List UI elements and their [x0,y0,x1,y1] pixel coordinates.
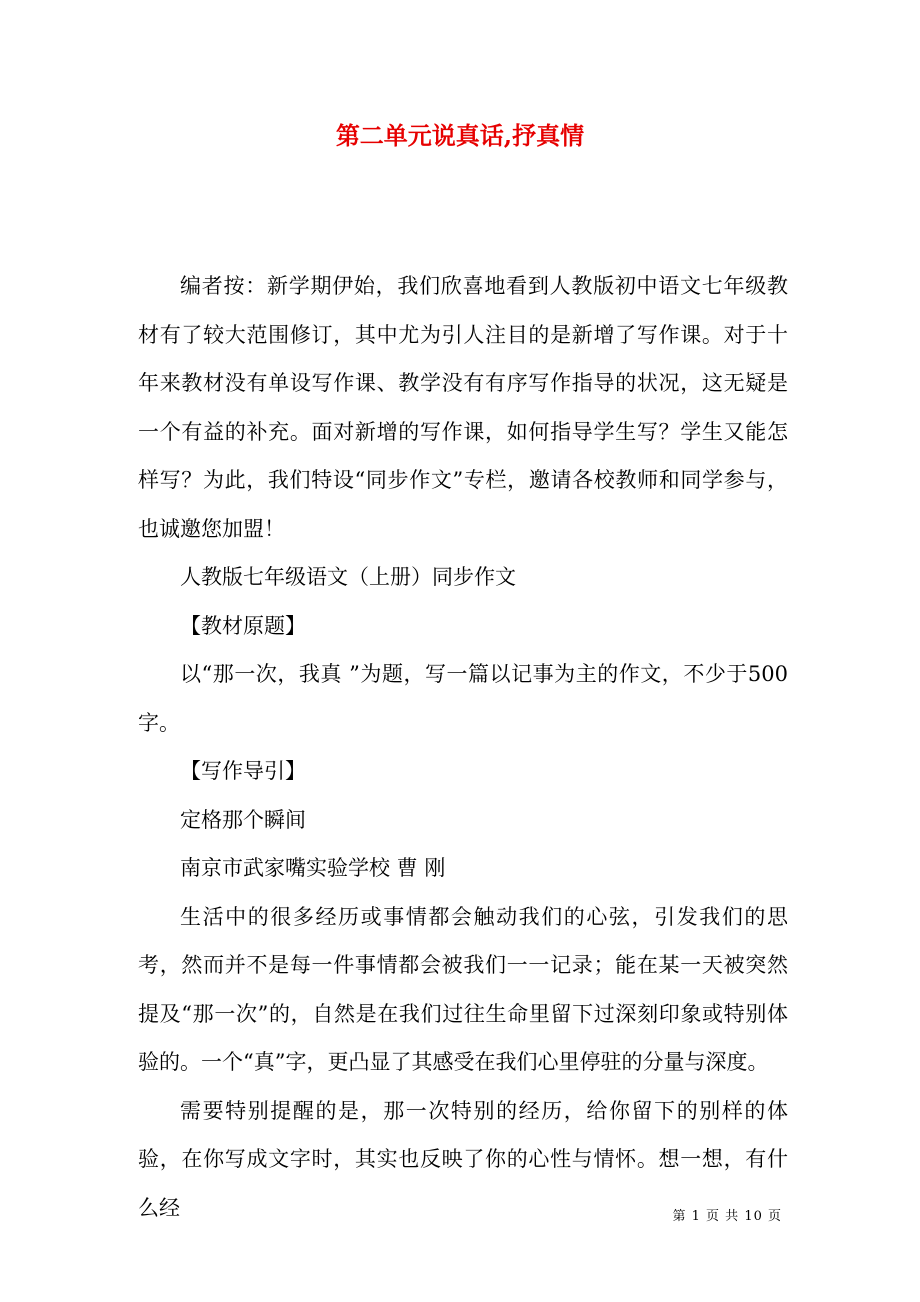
guide-paragraph-2: 需要特别提醒的是，那一次特别的经历，给你留下的别样的体验，在你写成文字时，其实也反映了你的心性与情怀。想一想，有什么经 [138,1098,788,1220]
column-heading: 人教版七年级语文（上册）同步作文 [180,565,516,589]
section-label-original-question: 【教材原题】 [180,613,306,638]
editor-note-paragraph: 编者按：新学期伊始，我们欣喜地看到人教版初中语文七年级教材有了较大范围修订，其中尤为引人注目的是新增了写作课。对于十年来教材没有单设写作课、教学没有有序写作指导的状况，这无疑是一个有益的补充。面对新增的写作课，如何指导学生写？学生又能怎样写？为此，我们特设“同步作文”专栏，邀请各校教师和同学参与，也诚邀您加盟！ [138,274,788,541]
guide-author: 南京市武家嘴实验学校 曹 刚 [180,856,446,880]
document-body [138,262,788,1232]
original-question-paragraph: 以“那一次，我真 ”为题，写一篇以记事为主的作文，不少于500字。 [138,662,788,735]
guide-title: 定格那个瞬间 [180,807,306,832]
guide-paragraph-1: 生活中的很多经历或事情都会触动我们的心弦，引发我们的思考，然而并不是每一件事情都会被我们一一记录；能在某一天被突然提及“那一次”的，自然是在我们过往生命里留下过深刻印象或特别体验的。一个“真”字，更凸显了其感受在我们心里停驻的分量与深度。 [138,904,788,1074]
document-title: 第二单元说真话,抒真情 [335,121,585,150]
section-label-writing-guide: 【写作导引】 [180,759,306,783]
page-number-footer: 第 1 页 共 10 页 [672,1209,782,1224]
